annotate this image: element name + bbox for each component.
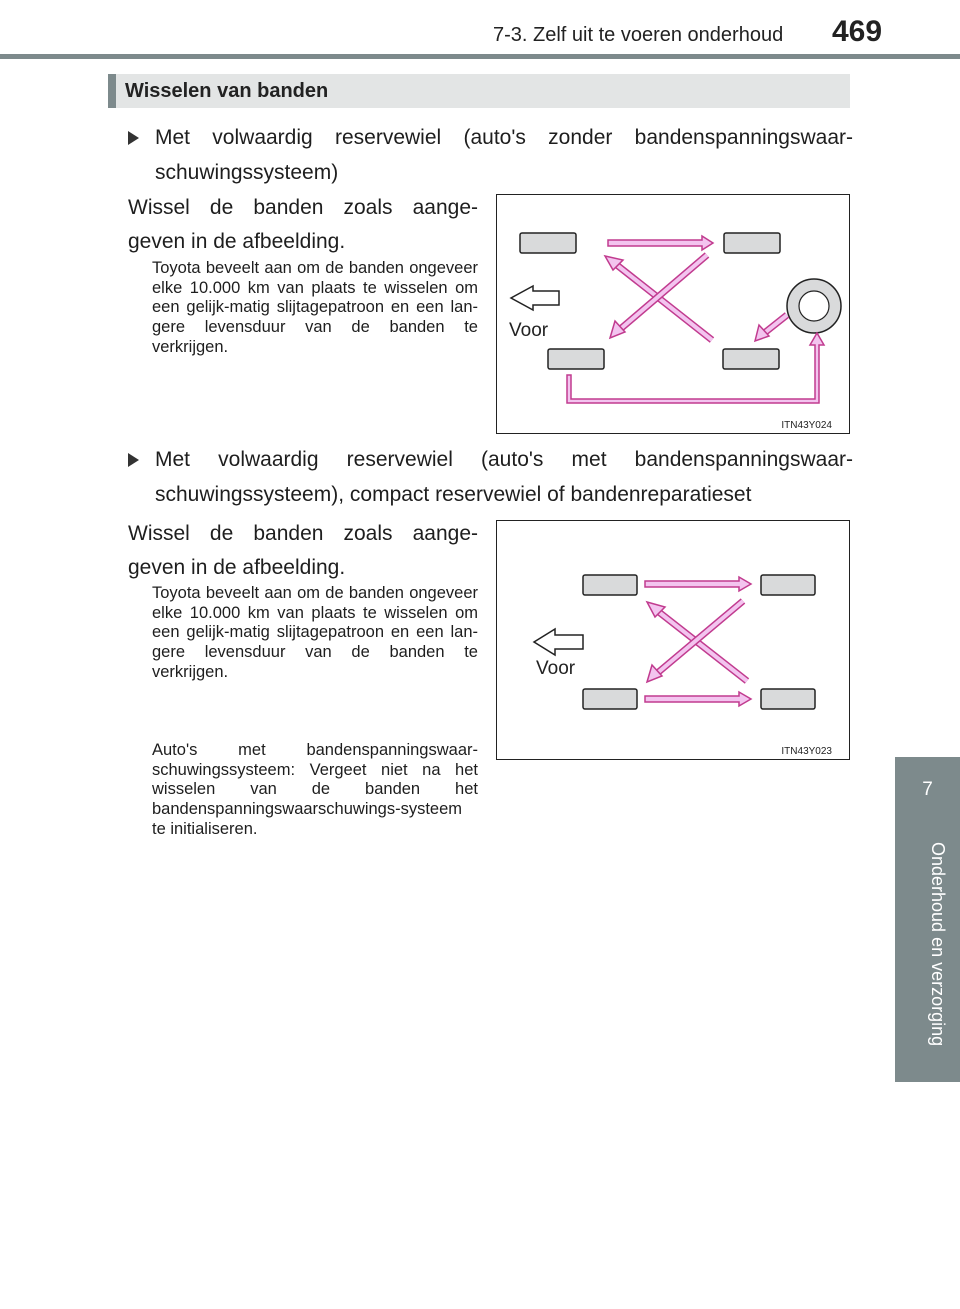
tire-rear-left [583, 689, 637, 709]
header-rule [0, 54, 960, 59]
bullet-triangle-icon [128, 131, 139, 145]
bullet-item [128, 120, 853, 190]
note-text: Toyota beveelt aan om de banden ongeveer elke 10.000 km van plaats te wisselen om een gelijk-matig slijtagepatroon en een lan-gere levensduur van de banden te verkrijgen. [152, 259, 478, 356]
figure-code: ITN43Y023 [781, 746, 832, 757]
tire-front-left [520, 233, 576, 253]
tire-front-right [724, 233, 780, 253]
bullet-triangle-icon [128, 453, 139, 467]
tire-rear-right [723, 349, 779, 369]
tire-rear-right [761, 689, 815, 709]
tire-front-right [761, 575, 815, 595]
bullet-item [128, 442, 853, 512]
rotation-diagram-svg [497, 195, 849, 433]
instruction-text: Wissel de banden zoals aange-geven in de afbeelding. [128, 522, 478, 579]
tire-front-left [583, 575, 637, 595]
running-header: 7-3. Zelf uit te voeren onderhoud [493, 24, 784, 46]
front-label: Voor [509, 320, 549, 341]
tire-rotation-diagram [496, 194, 850, 434]
rotation-arrow [645, 692, 751, 706]
rotation-arrow [567, 333, 824, 403]
bullet-text: Met volwaardig reservewiel (auto's met bandenspanningswaar-schuwingssysteem), compact reservewiel of bandenreparatieset [155, 448, 853, 506]
tire-rotation-diagram [496, 520, 850, 760]
note-text: Toyota beveelt aan om de banden ongeveer elke 10.000 km van plaats te wisselen om een gelijk-matig slijtagepatroon en een lan-gere levensduur van de banden te verkrijgen. [152, 584, 478, 681]
instruction-text: Wissel de banden zoals aange-geven in de afbeelding. [128, 196, 478, 253]
figure-code: ITN43Y024 [781, 420, 832, 431]
rotation-arrow [608, 236, 713, 250]
bullet-text: Met volwaardig reservewiel (auto's zonder bandenspanningswaar-schuwingssysteem) [155, 126, 853, 184]
chapter-title-tab [895, 832, 960, 1082]
rotation-arrow [645, 577, 751, 591]
note-text: Auto's met bandenspanningswaar-schuwingssysteem: Vergeet niet na het wisselen van de banden het bandenspanningswaarschuwings-systeem te initialiseren. [152, 741, 478, 838]
chapter-title: Onderhoud en verzorging [928, 842, 948, 1047]
section-title: Wisselen van banden [125, 80, 329, 102]
page-number: 469 [832, 15, 883, 48]
rotation-diagram-svg [497, 521, 849, 759]
front-direction-arrow-icon [534, 629, 583, 655]
front-direction-arrow-icon [511, 286, 559, 310]
tire-rear-left [548, 349, 604, 369]
front-label: Voor [536, 658, 576, 679]
chapter-tab [895, 757, 960, 832]
chapter-number: 7 [922, 779, 933, 800]
